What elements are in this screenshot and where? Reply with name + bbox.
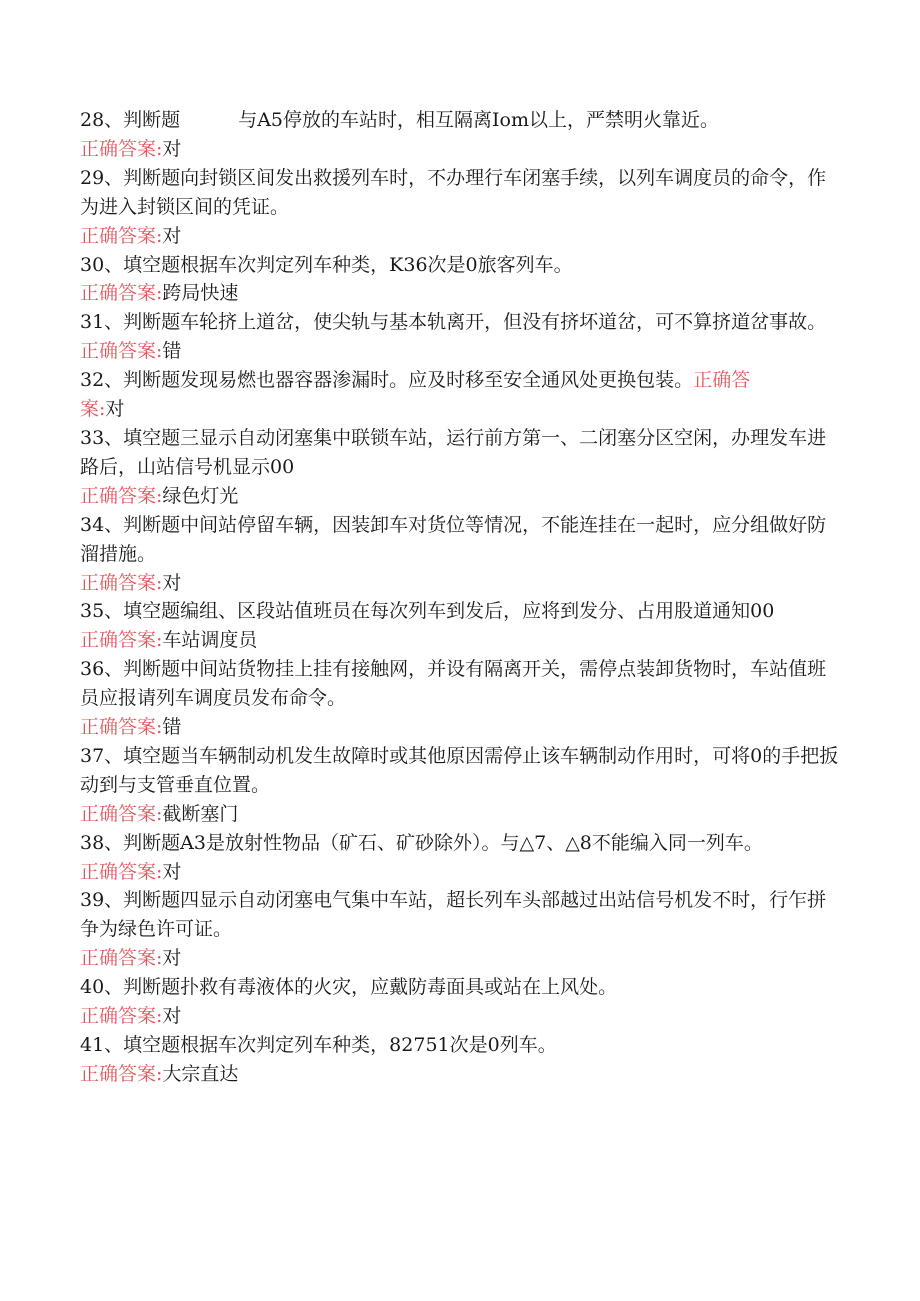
answer-31 xyxy=(80,337,840,366)
answer-37 xyxy=(80,800,840,829)
question-41: 41、填空题根据车次判定列车种类，82751次是0列车。 xyxy=(80,1034,557,1056)
answer-value: 跨局快速 xyxy=(162,282,239,305)
answer-label: 正确答案: xyxy=(80,860,163,883)
answer-value: 大宗直达 xyxy=(162,1062,239,1085)
answer-36 xyxy=(80,713,840,742)
question-39: 39、判断题四显示自动闭塞电气集中车站，超长列车头部越过出站信号机发不时，行乍拼争为绿色许可证。 xyxy=(80,889,827,941)
answer-label: 正确答案: xyxy=(80,137,163,160)
answer-value: 错 xyxy=(162,716,182,739)
answer-label: 案: xyxy=(80,398,106,421)
answer-41 xyxy=(80,1060,840,1089)
question-36: 36、判断题中间站货物挂上挂有接触网，并设有隔离开关，需停点装卸货物时，车站值班员应报请列车调度员发布命令。 xyxy=(80,658,827,710)
answer-label: 正确答案: xyxy=(80,802,163,825)
question-35: 35、填空题编组、区段站值班员在每次列车到发后，应将到发分、占用股道通知00 xyxy=(80,600,775,623)
question-40: 40、判断题扑救有毒液体的火灾，应戴防毒面具或站在上风处。 xyxy=(80,976,618,999)
answer-value: 对 xyxy=(162,1005,182,1028)
answer-40 xyxy=(80,1002,840,1031)
answer-value: 对 xyxy=(162,137,182,160)
question-29: 29、判断题向封锁区间发出救援列车时，不办理行车闭塞手续，以列车调度员的命令，作为进入封锁区间的凭证。 xyxy=(80,166,827,218)
answer-value: 截断塞门 xyxy=(162,802,239,825)
answer-label: 正确答案: xyxy=(80,716,163,739)
question-32 xyxy=(80,366,840,424)
answer-28 xyxy=(80,135,840,164)
question-text: 与A5停放的车站时，相互隔离Iom以上，严禁明火靠近。 xyxy=(238,109,719,131)
answer-33 xyxy=(80,482,840,511)
answer-34 xyxy=(80,569,840,598)
question-31: 31、判断题车轮挤上道岔，使尖轨与基本轨离开，但没有挤坏道岔，可不算挤道岔事故。 xyxy=(80,311,827,334)
answer-value: 对 xyxy=(162,947,182,970)
answer-label: 正确答案: xyxy=(80,1005,163,1028)
answer-30 xyxy=(80,279,840,308)
question-text: 28、判断题 xyxy=(80,109,181,131)
answer-label: 正确答案: xyxy=(80,484,163,507)
answer-value: 车站调度员 xyxy=(162,629,258,652)
question-38: 38、判断题A3是放射性物品（矿石、矿砂除外）。与△7、△8不能编入同一列车。 xyxy=(80,831,763,854)
answer-label: 正确答案: xyxy=(80,340,163,363)
answer-label: 正确答案: xyxy=(80,571,163,594)
answer-value: 绿色灯光 xyxy=(162,484,239,507)
answer-35 xyxy=(80,626,840,655)
answer-value: 对 xyxy=(162,571,182,594)
answer-value: 对 xyxy=(105,398,125,421)
question-37: 37、填空题当车辆制动机发生故障时或其他原因需停止该车辆制动作用时，可将0的手把扳动到与支管垂直位置。 xyxy=(80,744,839,796)
answer-label: 正确答案: xyxy=(80,282,163,305)
answer-39 xyxy=(80,944,840,973)
answer-value: 对 xyxy=(162,224,182,247)
question-text: 32、判断题发现易燃也器容器渗漏时。应及时移至安全通风处更换包装。 xyxy=(80,369,694,392)
answer-label: 正确答案: xyxy=(80,947,163,970)
answer-label: 正确答案: xyxy=(80,1062,163,1085)
question-33: 33、填空题三显示自动闭塞集中联锁车站，运行前方第一、二闭塞分区空闲，办理发车进路后，山站信号机显示00 xyxy=(80,426,827,478)
answer-label: 正确答 xyxy=(693,369,751,392)
answer-29 xyxy=(80,222,840,251)
question-28 xyxy=(80,106,840,135)
answer-label: 正确答案: xyxy=(80,224,163,247)
document-page xyxy=(80,106,840,1089)
answer-38 xyxy=(80,858,840,887)
question-30: 30、填空题根据车次判定列车种类，K36次是0旅客列车。 xyxy=(80,253,573,276)
answer-label: 正确答案: xyxy=(80,629,163,652)
question-34: 34、判断题中间站停留车辆，因装卸车对货位等情况，不能连挂在一起时，应分组做好防溜措施。 xyxy=(80,513,827,565)
answer-value: 对 xyxy=(162,860,182,883)
answer-value: 错 xyxy=(162,340,182,363)
